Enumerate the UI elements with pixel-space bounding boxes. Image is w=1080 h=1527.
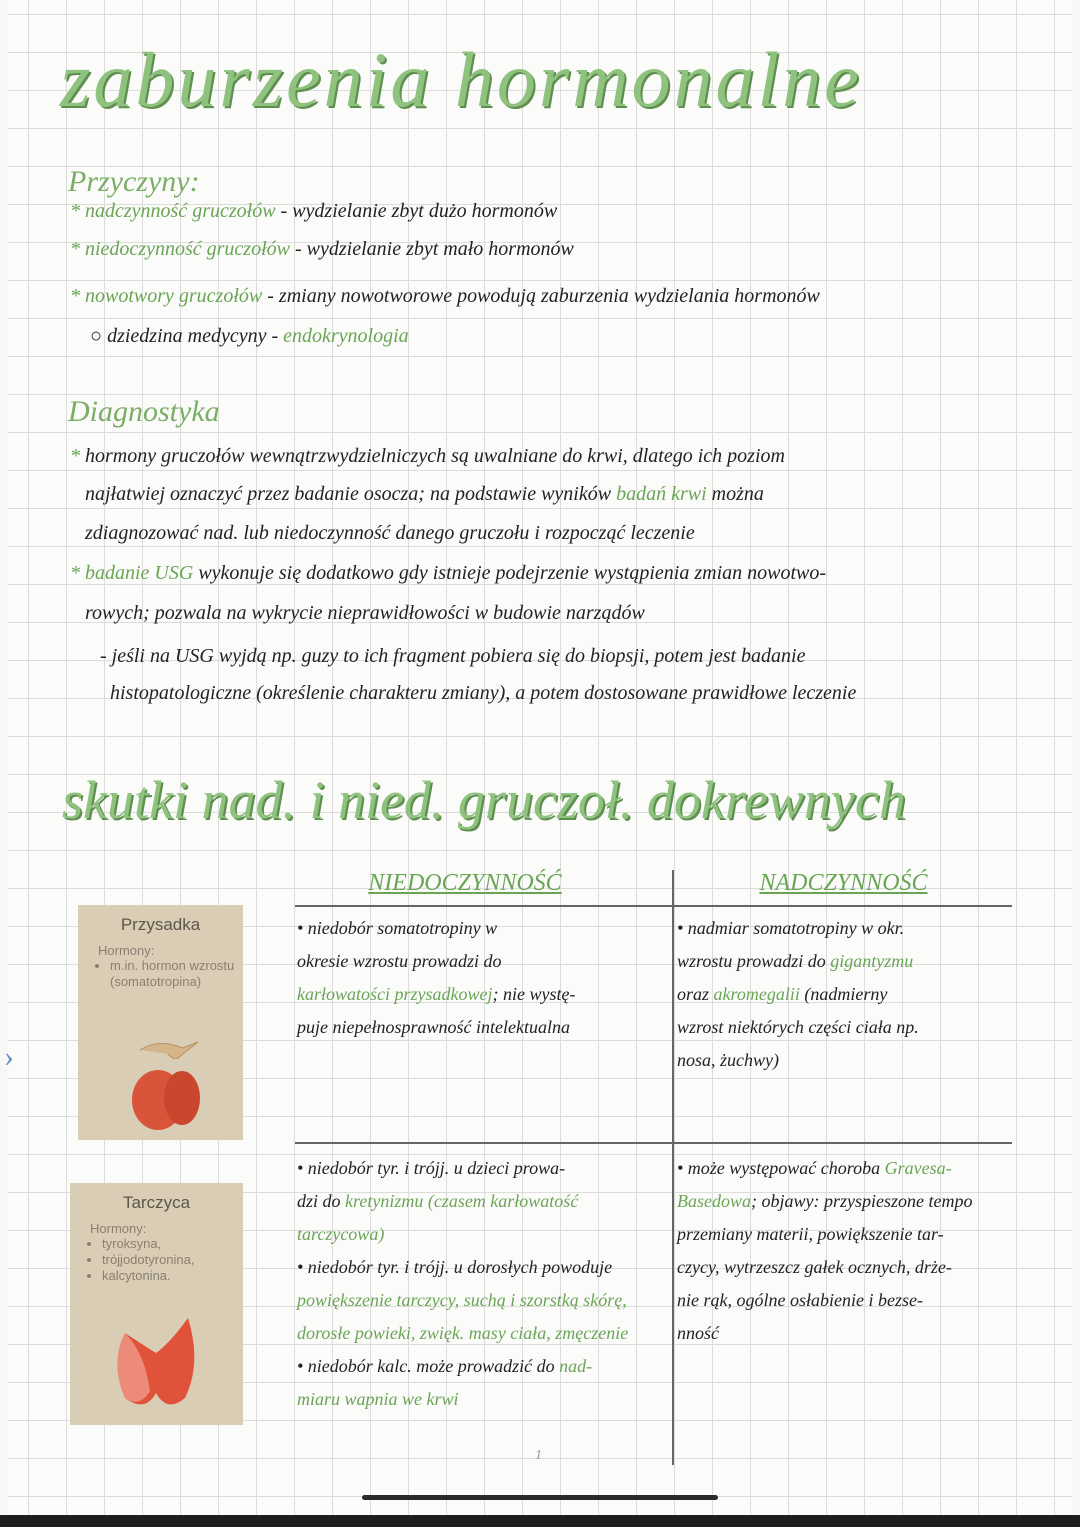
text-line <box>297 1284 667 1317</box>
table-cell <box>677 1152 1007 1350</box>
text-segment: oraz <box>677 984 714 1004</box>
text-segment: histopatologiczne (określenie charakteru zmiany), a potem dostosowane prawidłowe leczenie <box>70 682 857 704</box>
card-item: • m.in. hormon wzrostu (somatotropina) <box>110 958 243 990</box>
highlighted-term: nad- <box>559 1356 593 1376</box>
text-segment: - wydzielanie zbyt dużo hormonów <box>275 200 558 222</box>
text-line <box>297 1350 667 1383</box>
card-item: • kalcytonina. <box>102 1268 243 1284</box>
highlighted-term: akromegalii <box>713 984 800 1004</box>
text-segment: (nadmierny <box>799 984 888 1004</box>
text-line <box>70 238 1010 261</box>
text-line <box>677 1218 1007 1251</box>
text-line <box>297 1011 667 1044</box>
text-line <box>70 200 1010 223</box>
text-segment: ○ dziedzina medycyny - <box>70 325 284 347</box>
card-item: • trójjodotyronina, <box>102 1252 243 1268</box>
highlighted-term: Gravesa- <box>884 1158 952 1178</box>
page-number: 1 <box>535 1448 542 1463</box>
text-segment: - zmiany nowotworowe powodują zaburzenia wydzielania hormonów <box>262 285 820 307</box>
text-line <box>677 1011 1007 1044</box>
text-segment: wzrostu prowadzi do <box>677 951 831 971</box>
highlighted-term: endokrynologia <box>283 325 409 347</box>
text-line <box>70 445 1010 468</box>
text-line <box>677 1284 1007 1317</box>
text-segment: wzrost niektórych części ciała np. <box>677 1017 919 1037</box>
text-line <box>677 912 1007 945</box>
highlighted-term: powiększenie tarczycy, suchą i szorstką skórę, <box>297 1290 627 1310</box>
text-line <box>70 285 1010 308</box>
text-segment: • niedobór tyr. i trójj. u dorosłych powoduje <box>297 1257 613 1277</box>
text-line <box>70 483 1010 506</box>
highlighted-term: * nadczynność gruczołów <box>70 200 276 222</box>
text-segment: wykonuje się dodatkowo gdy istnieje podejrzenie wystąpienia zmian nowotwo- <box>193 562 827 584</box>
thyroid-gland-image <box>70 1313 243 1423</box>
text-line <box>677 978 1007 1011</box>
text-segment: • niedobór tyr. i trójj. u dzieci prowa- <box>297 1158 566 1178</box>
text-line <box>677 945 1007 978</box>
table-divider <box>295 1142 1012 1144</box>
text-segment: dzi do <box>297 1191 346 1211</box>
text-line <box>677 1251 1007 1284</box>
highlighted-term: * niedoczynność gruczołów <box>70 238 290 260</box>
table-cell <box>297 912 667 1044</box>
highlighted-term: * badanie USG <box>70 562 194 584</box>
pituitary-gland-image <box>78 1030 243 1140</box>
text-line <box>297 1251 667 1284</box>
text-line <box>297 1152 667 1185</box>
effects-table <box>295 870 1012 1465</box>
text-segment: ; nie wystę- <box>492 984 576 1004</box>
chevron-right-icon[interactable]: › <box>4 1040 14 1073</box>
highlighted-term: dorosłe powieki, zwięk. masy ciała, zmęczenie <box>297 1323 629 1343</box>
text-segment: • niedobór somatotropiny w <box>297 918 498 938</box>
text-line <box>297 912 667 945</box>
text-segment: nność <box>677 1323 719 1343</box>
highlighted-term: miaru wapnia we krwi <box>297 1389 459 1409</box>
section-title: skutki nad. i nied. gruczoł. dokrewnych <box>62 770 906 830</box>
text-line <box>297 1218 667 1251</box>
text-segment: można <box>706 483 764 505</box>
column-header-hyper: NADCZYNNOŚĆ <box>759 870 928 896</box>
text-line <box>297 945 667 978</box>
text-segment: hormony gruczołów wewnątrzwydzielniczych są uwalniane do krwi, dlatego ich poziom <box>85 445 785 467</box>
text-line <box>297 1383 667 1416</box>
card-item: • tyroksyna, <box>102 1236 243 1252</box>
text-line <box>297 1185 667 1218</box>
text-segment: czycy, wytrzeszcz gałek ocznych, drże- <box>677 1257 952 1277</box>
highlighted-term: Basedowa <box>677 1191 751 1211</box>
text-line <box>297 978 667 1011</box>
text-line <box>70 325 1010 348</box>
text-line <box>70 562 1010 585</box>
text-line <box>677 1044 1007 1077</box>
page-title: zaburzenia hormonalne <box>60 36 862 123</box>
text-segment: - wydzielanie zbyt mało hormonów <box>289 238 574 260</box>
text-line <box>70 645 1010 668</box>
text-segment: ; objawy: przyspieszone tempo <box>751 1191 973 1211</box>
text-segment: • niedobór kalc. może prowadzić do <box>297 1356 560 1376</box>
card-label: Hormony: <box>98 943 155 958</box>
text-segment: okresie wzrostu prowadzi do <box>297 951 502 971</box>
bottom-bar <box>0 1515 1080 1527</box>
text-line <box>677 1317 1007 1350</box>
card-label: Hormony: <box>90 1221 147 1236</box>
highlighted-term: * <box>70 445 85 467</box>
highlighted-term: tarczycowa) <box>297 1224 385 1244</box>
text-segment: zdiagnozować nad. lub niedoczynność danego gruczołu i rozpocząć leczenie <box>70 522 695 544</box>
table-divider <box>295 905 1012 907</box>
table-cell <box>297 1152 667 1416</box>
card-przysadka <box>78 905 243 1140</box>
text-segment: rowych; pozwala na wykrycie nieprawidłowości w budowie narządów <box>70 602 645 624</box>
text-segment: przemiany materii, powiększenie tar- <box>677 1224 944 1244</box>
causes-heading: Przyczyny: <box>68 165 200 198</box>
highlighted-term: * nowotwory gruczołów <box>70 285 263 307</box>
highlighted-term: badań krwi <box>616 483 707 505</box>
table-cell <box>677 912 1007 1077</box>
text-line <box>297 1317 667 1350</box>
text-segment: najłatwiej oznaczyć przez badanie osocza; na podstawie wyników <box>70 483 617 505</box>
text-segment: - jeśli na USG wyjdą np. guzy to ich fragment pobiera się do biopsji, potem jest badanie <box>70 645 806 667</box>
highlighted-term: gigantyzmu <box>830 951 914 971</box>
text-segment: nie rąk, ogólne osłabienie i bezse- <box>677 1290 923 1310</box>
text-line <box>677 1185 1007 1218</box>
card-tarczyca <box>70 1183 243 1425</box>
text-line <box>70 602 1010 625</box>
diagnostics-heading: Diagnostyka <box>68 395 220 428</box>
text-segment: puje niepełnosprawność intelektualna <box>297 1017 570 1037</box>
text-line <box>70 522 1010 545</box>
highlighted-term: kretynizmu (czasem karłowatość <box>345 1191 579 1211</box>
text-line <box>677 1152 1007 1185</box>
text-segment: nosa, żuchwy) <box>677 1050 779 1070</box>
home-indicator[interactable] <box>362 1495 718 1500</box>
column-header-hypo: NIEDOCZYNNOŚĆ <box>368 870 562 896</box>
highlighted-term: karłowatości przysadkowej <box>297 984 493 1004</box>
text-line <box>70 682 1010 705</box>
table-divider <box>672 870 674 1465</box>
card-title: Tarczyca <box>122 1193 191 1212</box>
card-title: Przysadka <box>120 915 201 934</box>
text-segment: • może występować choroba <box>677 1158 885 1178</box>
text-segment: • nadmiar somatotropiny w okr. <box>677 918 905 938</box>
